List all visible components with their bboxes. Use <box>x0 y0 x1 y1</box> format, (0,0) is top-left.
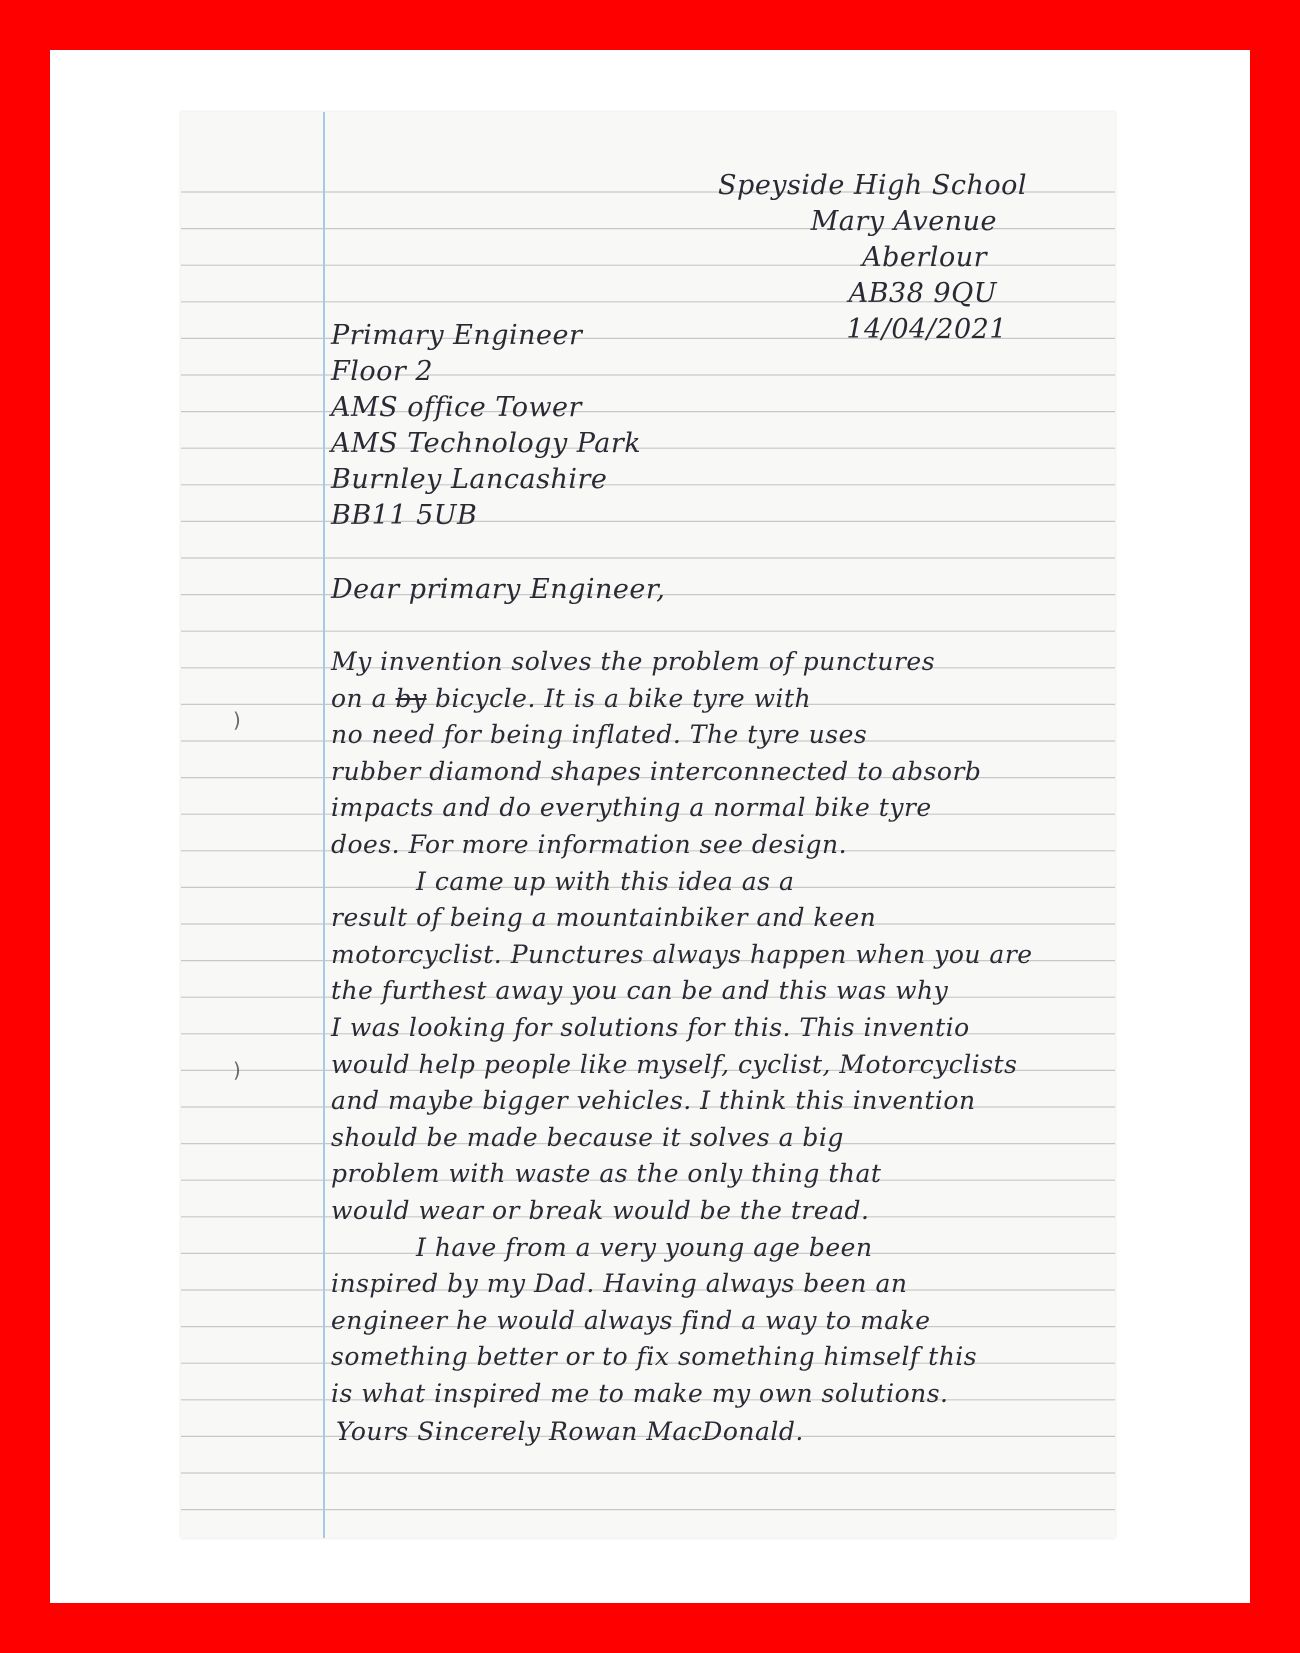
body-line: and maybe bigger vehicles. I think this invention <box>331 1086 976 1116</box>
margin-line <box>323 112 325 1538</box>
body-line: motorcyclist. Punctures always happen when you are <box>331 939 1033 969</box>
body-line: on a by bicycle. It is a bike tyre with <box>331 683 812 713</box>
closing-signature: Yours Sincerely Rowan MacDonald. <box>336 1417 804 1446</box>
body-line: I came up with this idea as a <box>416 866 795 896</box>
body-line: would wear or break would be the tread. <box>331 1196 870 1225</box>
sender-address-line: AB38 9QU <box>848 278 997 309</box>
body-line: the furthest away you can be and this was why <box>331 976 949 1006</box>
sender-address-line: Mary Avenue <box>810 206 997 237</box>
body-line: problem with waste as the only thing that <box>331 1159 882 1189</box>
body-line: rubber diamond shapes interconnected to absorb <box>331 756 982 786</box>
recipient-address-line: Floor 2 <box>331 356 434 387</box>
body-line: My invention solves the problem of punctures <box>331 647 936 676</box>
punch-hole-mark: ) <box>233 708 241 732</box>
body-line: no need for being inflated. The tyre uses <box>331 720 868 750</box>
body-line: I have from a very young age been <box>416 1232 873 1262</box>
recipient-address-line: Primary Engineer <box>331 320 583 351</box>
greeting: Dear primary Engineer, <box>331 574 666 605</box>
body-line: result of being a mountainbiker and keen <box>331 903 877 933</box>
letter-date: 14/04/2021 <box>846 314 1007 345</box>
punch-hole-mark: ) <box>233 1058 241 1082</box>
crossed-out-word: by <box>395 683 427 713</box>
sender-address-line: Aberlour <box>862 242 987 273</box>
body-line: impacts and do everything a normal bike tyre <box>331 793 932 823</box>
recipient-address-line: BB11 5UB <box>331 500 478 531</box>
body-line: something better or to fix something himself this <box>331 1342 978 1372</box>
body-line: is what inspired me to make my own solutions. <box>331 1379 949 1408</box>
recipient-address-line: AMS office Tower <box>331 392 582 423</box>
lined-paper-sheet <box>181 112 1115 1538</box>
recipient-address-line: AMS Technology Park <box>331 428 642 459</box>
body-line: inspired by my Dad. Having always been an <box>331 1269 908 1299</box>
body-line: would help people like myself, cyclist, Motorcyclists <box>331 1049 1018 1079</box>
body-line: I was looking for solutions for this. This inventio <box>331 1013 970 1042</box>
sender-address-line: Speyside High School <box>718 170 1027 201</box>
recipient-address-line: Burnley Lancashire <box>331 464 608 495</box>
body-line: should be made because it solves a big <box>331 1122 844 1152</box>
body-line: does. For more information see design. <box>331 830 848 859</box>
body-line: engineer he would always find a way to make <box>331 1305 931 1335</box>
